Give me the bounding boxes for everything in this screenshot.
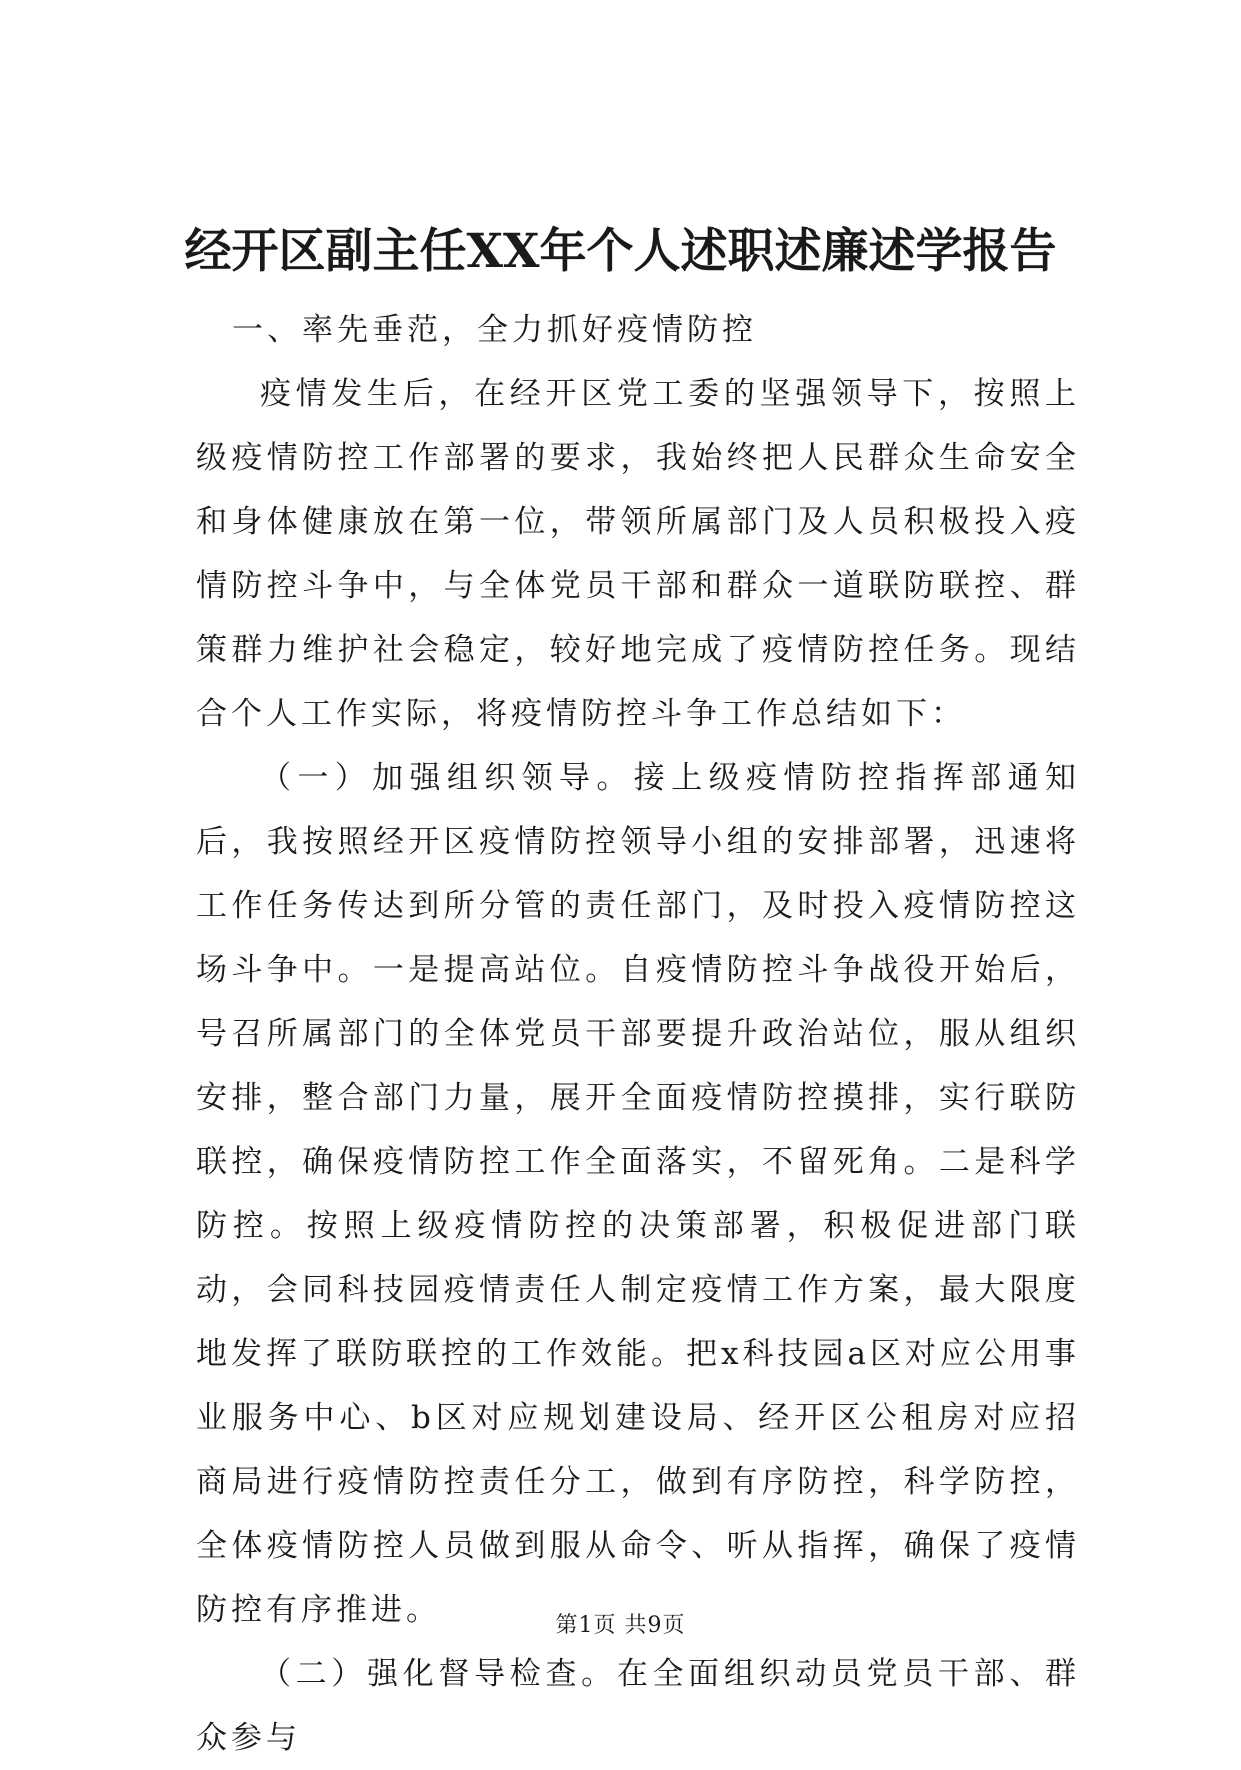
- paragraph-intro: 疫情发生后，在经开区党工委的坚强领导下，按照上级疫情防控工作部署的要求，我始终把人民群众生命安全和身体健康放在第一位，带领所属部门及人员积极投入疫情防控斗争中，与全体党员干部和群众一道联防联控、群策群力维护社会稳定，较好地完成了疫情防控任务。现结合个人工作实际，将疫情防控斗争工作总结如下：: [196, 376, 1080, 732]
- section-heading: 一、率先垂范，全力抓好疫情防控: [232, 312, 757, 348]
- document-title: 经开区副主任XX年个人述职述廉述学报告: [184, 224, 1057, 279]
- page-indicator: 第1页 共9页: [555, 1613, 686, 1638]
- paragraph-supervision: （二）强化督导检查。在全面组织动员党员干部、群众参与: [196, 1656, 1080, 1756]
- document-body: [196, 298, 1080, 1770]
- paragraph-organization: （一）加强组织领导。接上级疫情防控指挥部通知后，我按照经开区疫情防控领导小组的安排部署，迅速将工作任务传达到所分管的责任部门，及时投入疫情防控这场斗争中。一是提高站位。自疫情防控斗争战役开始后，号召所属部门的全体党员干部要提升政治站位，服从组织安排，整合部门力量，展开全面疫情防控摸排，实行联防联控，确保疫情防控工作全面落实，不留死角。二是科学防控。按照上级疫情防控的决策部署，积极促进部门联动，会同科技园疫情责任人制定疫情工作方案，最大限度地发挥了联防联控的工作效能。把x科技园a区对应公用事业服务中心、b区对应规划建设局、经开区公租房对应招商局进行疫情防控责任分工，做到有序防控，科学防控，全体疫情防控人员做到服从命令、听从指挥，确保了疫情防控有序推进。: [196, 760, 1080, 1628]
